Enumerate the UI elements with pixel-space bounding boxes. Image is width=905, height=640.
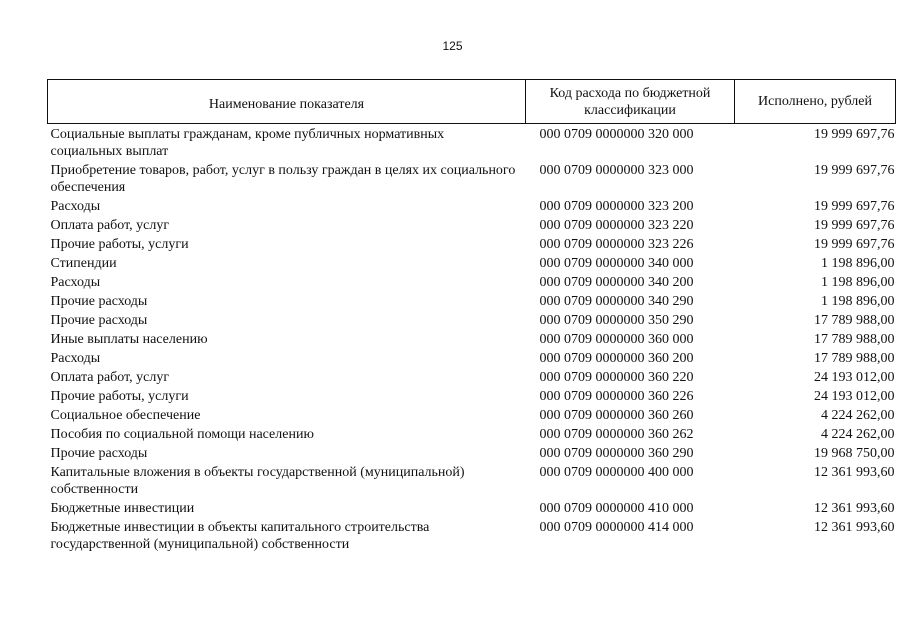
- table-body: [48, 124, 896, 556]
- row-executed-amount: 17 789 988,00: [814, 313, 895, 328]
- table-row: [48, 293, 896, 312]
- table-row: [48, 198, 896, 217]
- row-budget-code: 000 0709 0000000 323 200: [539, 199, 694, 214]
- row-executed-amount: 24 193 012,00: [814, 389, 895, 404]
- row-indicator-name: Капитальные вложения в объекты государственной (муниципальной) собственности: [50, 465, 465, 497]
- row-budget-code: 000 0709 0000000 414 000: [539, 520, 694, 535]
- row-executed-amount: 17 789 988,00: [814, 332, 895, 347]
- page-number: 125: [442, 39, 463, 53]
- table-row: [48, 426, 896, 445]
- table-row: [48, 500, 896, 519]
- row-executed-amount: 12 361 993,60: [814, 465, 895, 480]
- row-indicator-name: Прочие работы, услуги: [50, 389, 189, 404]
- header-budget-code: Код расхода по бюджетной классификации: [526, 80, 735, 124]
- table-row: [48, 236, 896, 255]
- table-row: [48, 388, 896, 407]
- row-indicator-name: Прочие расходы: [50, 294, 148, 309]
- row-budget-code: 000 0709 0000000 323 000: [539, 163, 694, 178]
- row-indicator-name: Пособия по социальной помощи населению: [50, 427, 314, 442]
- table-row: [48, 331, 896, 350]
- row-executed-amount: 19 999 697,76: [814, 218, 895, 233]
- row-budget-code: 000 0709 0000000 360 226: [539, 389, 694, 404]
- row-indicator-name: Расходы: [50, 199, 101, 214]
- row-budget-code: 000 0709 0000000 320 000: [539, 127, 694, 142]
- row-budget-code: 000 0709 0000000 340 200: [539, 275, 694, 290]
- row-executed-amount: 12 361 993,60: [814, 520, 895, 535]
- table-row: [48, 312, 896, 331]
- row-executed-amount: 1 198 896,00: [821, 275, 895, 290]
- row-indicator-name: Социальное обеспечение: [50, 408, 201, 423]
- row-indicator-name: Оплата работ, услуг: [50, 370, 170, 385]
- row-budget-code: 000 0709 0000000 360 200: [539, 351, 694, 366]
- row-budget-code: 000 0709 0000000 400 000: [539, 465, 694, 480]
- budget-table: [47, 79, 896, 555]
- row-executed-amount: 19 999 697,76: [814, 127, 895, 142]
- table-row: [48, 369, 896, 388]
- row-executed-amount: 24 193 012,00: [814, 370, 895, 385]
- row-indicator-name: Бюджетные инвестиции в объекты капитального строительства государственной (муниципальной) собственности: [50, 520, 430, 552]
- row-indicator-name: Прочие расходы: [50, 446, 148, 461]
- table-row: [48, 274, 896, 293]
- header-indicator-name: Наименование показателя: [48, 80, 526, 124]
- row-budget-code: 000 0709 0000000 350 290: [539, 313, 694, 328]
- row-indicator-name: Социальные выплаты гражданам, кроме публичных нормативных социальных выплат: [50, 127, 445, 159]
- row-executed-amount: 19 999 697,76: [814, 237, 895, 252]
- table-row: [48, 464, 896, 500]
- row-executed-amount: 12 361 993,60: [814, 501, 895, 516]
- row-budget-code: 000 0709 0000000 340 000: [539, 256, 694, 271]
- row-executed-amount: 19 999 697,76: [814, 199, 895, 214]
- table-row: [48, 217, 896, 236]
- table-row: [48, 407, 896, 426]
- row-budget-code: 000 0709 0000000 323 220: [539, 218, 694, 233]
- header-executed-amount: Исполнено, рублей: [735, 80, 896, 124]
- row-budget-code: 000 0709 0000000 360 262: [539, 427, 694, 442]
- row-executed-amount: 1 198 896,00: [821, 294, 895, 309]
- row-executed-amount: 19 999 697,76: [814, 163, 895, 178]
- row-executed-amount: 4 224 262,00: [821, 408, 895, 423]
- table-header: [48, 80, 896, 124]
- row-budget-code: 000 0709 0000000 360 260: [539, 408, 694, 423]
- row-budget-code: 000 0709 0000000 360 000: [539, 332, 694, 347]
- row-indicator-name: Прочие работы, услуги: [50, 237, 189, 252]
- row-executed-amount: 19 968 750,00: [814, 446, 895, 461]
- row-executed-amount: 17 789 988,00: [814, 351, 895, 366]
- row-budget-code: 000 0709 0000000 323 226: [539, 237, 694, 252]
- table-row: [48, 519, 896, 555]
- table-row: [48, 445, 896, 464]
- row-indicator-name: Расходы: [50, 275, 101, 290]
- row-indicator-name: Приобретение товаров, работ, услуг в пользу граждан в целях их социального обеспечения: [50, 163, 516, 195]
- row-indicator-name: Стипендии: [50, 256, 117, 271]
- row-indicator-name: Расходы: [50, 351, 101, 366]
- row-budget-code: 000 0709 0000000 360 220: [539, 370, 694, 385]
- row-indicator-name: Прочие расходы: [50, 313, 148, 328]
- table-row: [48, 162, 896, 198]
- row-budget-code: 000 0709 0000000 360 290: [539, 446, 694, 461]
- row-executed-amount: 4 224 262,00: [821, 427, 895, 442]
- row-executed-amount: 1 198 896,00: [821, 256, 895, 271]
- table-row: [48, 350, 896, 369]
- row-indicator-name: Бюджетные инвестиции: [50, 501, 195, 516]
- header-row: [48, 80, 896, 124]
- row-indicator-name: Оплата работ, услуг: [50, 218, 170, 233]
- row-indicator-name: Иные выплаты населению: [50, 332, 208, 347]
- row-budget-code: 000 0709 0000000 410 000: [539, 501, 694, 516]
- table-row: [48, 124, 896, 163]
- table-row: [48, 255, 896, 274]
- row-budget-code: 000 0709 0000000 340 290: [539, 294, 694, 309]
